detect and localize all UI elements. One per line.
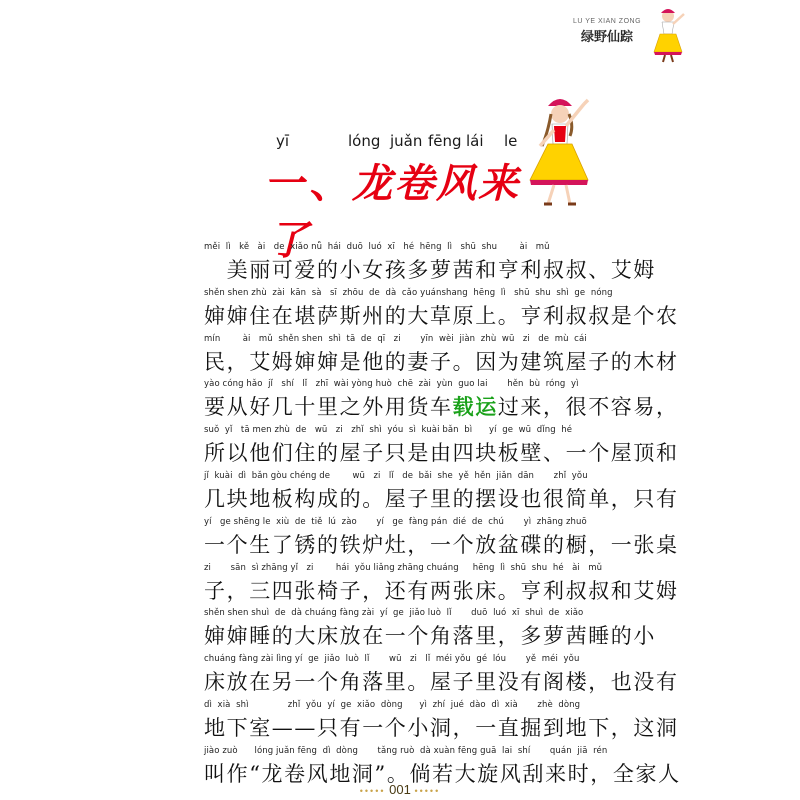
chinese-line: 美丽可爱的小女孩多萝茜和亨利叔叔、艾姆 bbox=[204, 258, 656, 282]
chapter-title-text: 龙卷风来了 bbox=[268, 161, 520, 264]
pinyin-line: yào cóng hǎo jǐ shí lǐ zhī wài yòng huò chē zài yùn guo lai hěn bù róng yì bbox=[204, 379, 579, 390]
pinyin-line: jiào zuò lóng juǎn fēng dì dòng tǎng ruò dà xuàn fēng guā lai shí quán jiā rén bbox=[204, 745, 608, 756]
page-footer bbox=[0, 782, 800, 797]
text-line bbox=[204, 696, 679, 742]
chinese-line: 婶婶睡的大床放在一个角落里，多萝茜睡的小 bbox=[204, 624, 656, 649]
highlighted-word: 载运 bbox=[452, 394, 498, 420]
title-pinyin-syllable: yī bbox=[276, 132, 290, 150]
chinese-line: 叫作“龙卷风地洞”。倘若大旋风刮来时，全家人 bbox=[204, 761, 681, 786]
chinese-line: 几块地板构成的。屋子里的摆设也很简单，只有 bbox=[204, 486, 679, 511]
text-line bbox=[204, 467, 679, 513]
header-brand bbox=[562, 18, 652, 45]
chapter-title-pinyin bbox=[268, 132, 528, 154]
text-line bbox=[204, 284, 679, 330]
chinese-line bbox=[204, 391, 679, 421]
pinyin-line: dì xià shì zhǐ yǒu yí ge xiǎo dòng yì zhí jué dào dì xià zhè dòng bbox=[204, 699, 581, 710]
chinese-line: 民，艾姆婶婶是他的妻子。因为建筑屋子的木材 bbox=[204, 349, 679, 374]
title-pinyin-syllable: fēng bbox=[428, 132, 462, 150]
title-pinyin-syllable: juǎn bbox=[390, 132, 423, 150]
story-body bbox=[204, 238, 681, 788]
header-girl-illustration bbox=[648, 4, 692, 64]
chinese-line: 婶婶住在堪萨斯州的大草原上。亨利叔叔是个农 bbox=[204, 303, 679, 328]
text-line bbox=[204, 421, 679, 467]
pinyin-line: zi sān sì zhāng yǐ zi hái yǒu liǎng zhāng chuáng hēng lì shū shu hé ài mǔ bbox=[204, 562, 603, 573]
pinyin-line: měi lì kě ài de xiǎo nǚ hái duō luó xī hé hēng lì shū shu ài mǔ bbox=[204, 242, 550, 252]
pinyin-line: yí ge shēng le xiù de tiě lú zào yí ge fàng pán dié de chú yì zhāng zhuō bbox=[204, 516, 587, 527]
pinyin-line: shěn shen zhù zài kān sà sī zhōu de dà cǎo yuánshang hēng lì shū shu shì ge nóng bbox=[204, 287, 613, 298]
chapter-number: 一、 bbox=[268, 161, 352, 207]
title-pinyin-syllable: lóng bbox=[348, 132, 381, 150]
footer-ornament-left: ••••• bbox=[359, 786, 386, 796]
text-line bbox=[204, 604, 664, 650]
chinese-line-start: 要从好几十里之外用货车 bbox=[204, 395, 453, 420]
chinese-line-end: 过来，很不容易， bbox=[497, 395, 679, 420]
text-line bbox=[204, 513, 679, 559]
brand-chinese: 绿野仙踪 bbox=[580, 30, 633, 45]
page-number: 001 bbox=[389, 782, 411, 797]
chinese-line: 所以他们住的屋子只是由四块板壁、一个屋顶和 bbox=[204, 441, 679, 466]
text-line bbox=[204, 238, 664, 284]
dancing-girl-illustration bbox=[518, 92, 598, 210]
pinyin-line: mín ài mǔ shěn shen shì tā de qī zi yīn wèi jiàn zhù wū zi de mù cái bbox=[204, 333, 587, 344]
text-line bbox=[204, 330, 679, 376]
brand-english: LU YE XIAN ZONG bbox=[572, 18, 642, 25]
text-line bbox=[204, 559, 679, 605]
pinyin-line: shěn shen shuì de dà chuáng fàng zài yí ge jiǎo luò lǐ duō luó xī shuì de xiǎo bbox=[204, 608, 584, 619]
text-line bbox=[204, 650, 679, 696]
pinyin-line: chuáng fàng zài lìng yí ge jiǎo luò lǐ wū zi lǐ méi yǒu gé lóu yě méi yǒu bbox=[204, 654, 580, 665]
footer-ornament-right: ••••• bbox=[414, 786, 441, 796]
pinyin-line: suǒ yǐ tā men zhù de wū zi zhǐ shì yóu sì kuài bǎn bì yí ge wū dǐng hé bbox=[204, 425, 573, 436]
chinese-line: 地下室——只有一个小洞，一直掘到地下，这洞 bbox=[204, 715, 679, 740]
text-line bbox=[204, 375, 679, 421]
chinese-line: 床放在另一个角落里。屋子里没有阁楼，也没有 bbox=[204, 670, 679, 695]
title-pinyin-syllable: le bbox=[504, 132, 518, 150]
text-line bbox=[204, 742, 681, 788]
chinese-line: 一个生了锈的铁炉灶，一个放盆碟的橱，一张桌 bbox=[204, 532, 679, 557]
chinese-line: 子，三四张椅子，还有两张床。亨利叔叔和艾姆 bbox=[204, 578, 679, 603]
title-pinyin-syllable: lái bbox=[466, 132, 484, 150]
pinyin-line: jǐ kuài dì bǎn gòu chéng de wū zi lǐ de bǎi she yě hěn jiǎn dān zhǐ yǒu bbox=[204, 470, 588, 481]
